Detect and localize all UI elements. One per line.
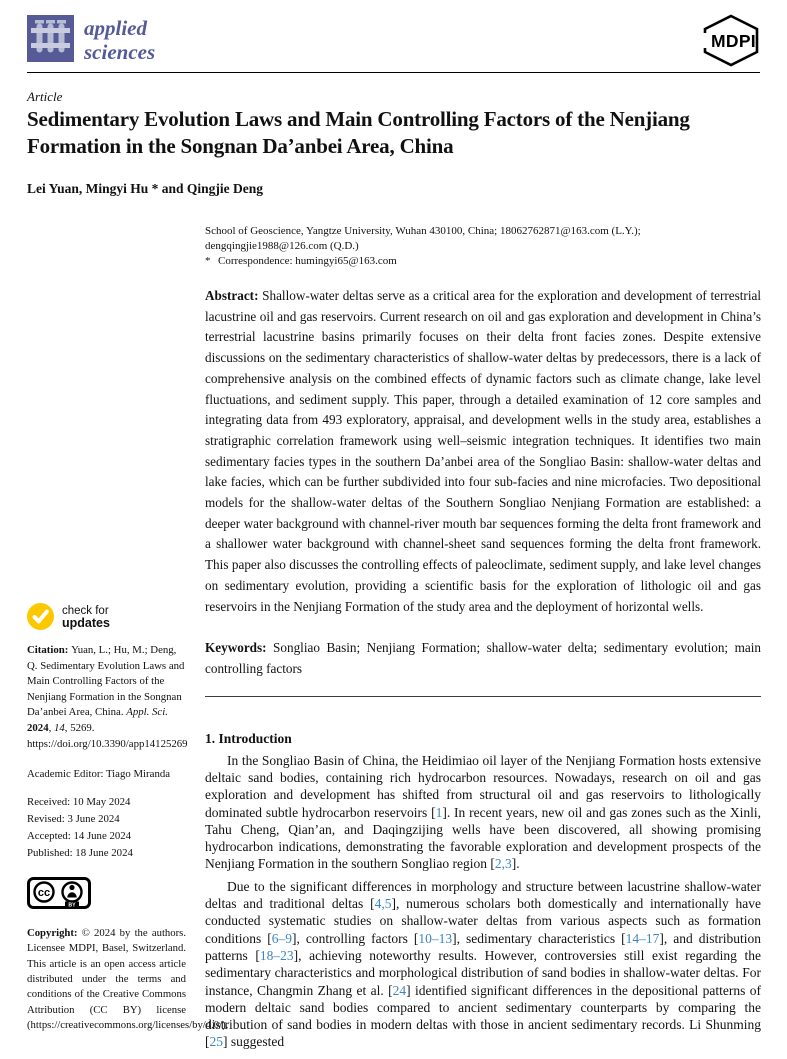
keywords-divider (205, 696, 761, 697)
revised-date: Revised: 3 June 2024 (27, 813, 120, 826)
svg-text:cc: cc (37, 887, 51, 900)
keywords: Keywords: Songliao Basin; Nenjiang Formation; shallow-water delta; sedimentary evolution; main controlling factors (205, 640, 761, 676)
test-tubes-icon (27, 15, 74, 62)
svg-text:MDPI: MDPI (711, 31, 756, 51)
reference-link[interactable]: 14–17 (625, 930, 660, 946)
article-type-label: Article (27, 89, 63, 104)
svg-text:BY: BY (68, 902, 76, 909)
reference-link[interactable]: 6–9 (271, 930, 292, 946)
sidebar (27, 603, 229, 1033)
received-date: Received: 10 May 2024 (27, 796, 131, 809)
intro-paragraph-1: In the Songliao Basin of China, the Heidimiao oil layer of the Nenjiang Formation hosts extensive deltaic sand bodies, containing rich hydrocarbon resources. Nowadays, research on oil and gas exploration and development has shifted from structural oil and gas reservoirs to lithologically dominated subtle hydrocarbon reservoirs [1]. In recent years, new oil and gas zones such as the Xinli, Tahu Cheng, Qian’an, and Daqingzijing wells have been discovered, all showing promising hydrocarbon indications, demonstrating the favorable exploration and development prospects of the Nenjiang Formation in the southern Songliao region [2,3]. (205, 752, 762, 872)
mdpi-hexagon-icon (700, 14, 762, 67)
copyright-notice: Copyright: © 2024 by the authors. Licensee MDPI, Basel, Switzerland. This article is an open access article distributed under the terms and conditions of the Creative Commons Attribution (CC BY) license (https://creativecommons.org/licenses/by/4.0/). (27, 927, 229, 1031)
article-dates (27, 794, 186, 862)
check-icon (27, 603, 54, 630)
reference-link[interactable]: 2,3 (494, 856, 512, 872)
check-for-updates-badge[interactable] (27, 603, 186, 630)
correspondence-marker: * (205, 255, 211, 267)
intro-paragraph-2: Due to the significant differences in morphology and structure between lacustrine shallow-water deltas and traditional deltas [4,5], numerous scholars both domestically and internationally have conducted systematic studies on shallow-water deltas from various aspects such as formation conditions [6–9], controlling factors [10–13], sedimentary characteristics [14–17], and distribution patterns [18–23], achieving noteworthy results. However, controversies still exist regarding the sedimentary characteristics and morphological distribution of sand bodies in shallow-water deltas. For instance, Changmin Zhang et al. [24] identified significant differences in the depositional patterns of modern deltaic sand bodies compared to ancient sedimentary counterparts by comparing the distribution of sand bodies in modern deltas with those in ancient sedimentary records. Li Shunming [25] suggested (205, 878, 762, 1050)
published-date: Published: 18 June 2024 (27, 847, 133, 860)
citation: Citation: Yuan, L.; Hu, M.; Deng, Q. Sedimentary Evolution Laws and Main Controlling Factors of the Nenjiang Formation in the Songnan Da’anbei Area, China. Appl. Sci. 2024, 14, 5269. https://doi.org/10.3390/app14125269 (27, 644, 188, 750)
main-column (205, 224, 761, 1051)
journal-name: applied sciences (84, 16, 156, 64)
reference-link[interactable]: 4,5 (374, 896, 392, 912)
academic-editor: Academic Editor: Tiago Miranda (27, 768, 171, 781)
cc-by-license-badge[interactable] (27, 877, 186, 914)
header-divider (27, 72, 760, 73)
authors-line: Lei Yuan, Mingyi Hu * and Qingjie Deng (27, 181, 264, 196)
correspondence-line (205, 254, 761, 269)
paper-title: Sedimentary Evolution Laws and Main Controlling Factors of the Nenjiang Formation in the Songnan Da’anbei Area, China (27, 107, 690, 158)
reference-link[interactable]: 1 (435, 804, 443, 820)
accepted-date: Accepted: 14 June 2024 (27, 830, 132, 843)
correspondence-text: Correspondence: humingyi65@163.com (218, 255, 397, 267)
mdpi-logo[interactable] (700, 14, 762, 72)
check-for-updates-label: check for updates (62, 604, 110, 630)
reference-link[interactable]: 18–23 (259, 947, 294, 963)
reference-link[interactable]: 25 (209, 1034, 223, 1050)
section-heading-introduction: 1. Introduction (205, 730, 292, 746)
journal-logo[interactable] (27, 15, 155, 64)
abstract: Abstract: Shallow-water deltas serve as a critical area for the exploration and development of terrestrial lacustrine oil and gas reservoirs. Current research on oil and gas exploration and development in China’s terrestrial lacustrine basins primarily focuses on their delta front facies zones. Despite extensive discussions on the sedimentary characteristics of shallow-water deltas by predecessors, there is a lack of comprehensive analysis on the combined effects of dynamic factors such as climate change, lake level fluctuations, and sediment supply. This paper, through a detailed examination of 12 core samples and integrating data from 493 exploratory, appraisal, and development wells in the study area, establishes a stratigraphic correlation framework using well–seismic integration techniques. It identifies two main sedimentary facies types in the southern Da’anbei area of the Songliao Basin: shallow-water deltas and lake facies, which can be further subdivided into four sub-facies and nine microfacies. Two depositional models for the shallow-water deltas of the Southern Songliao Nenjiang Formation are established: a deeper water background with channel-river mouth bar sequences forming the delta front framework and a shallower water background with channel-sheet sand sequences forming the delta front framework. This paper also discusses the controlling effects of paleoclimate, sediment supply, and lake level changes on sedimentary evolution, providing a scientific basis for the exploration of lithologic oil and gas reservoirs in the Nenjiang Formation of the study area and the deployment of horizontal wells. (205, 288, 761, 614)
cc-by-icon (27, 877, 91, 909)
reference-link[interactable]: 10–13 (418, 930, 453, 946)
affiliation: School of Geoscience, Yangtze University, Wuhan 430100, China; 18062762871@163.com (L.Y.); dengqingjie1988@126.com (Q.D.) (205, 225, 641, 252)
reference-link[interactable]: 24 (392, 982, 407, 998)
